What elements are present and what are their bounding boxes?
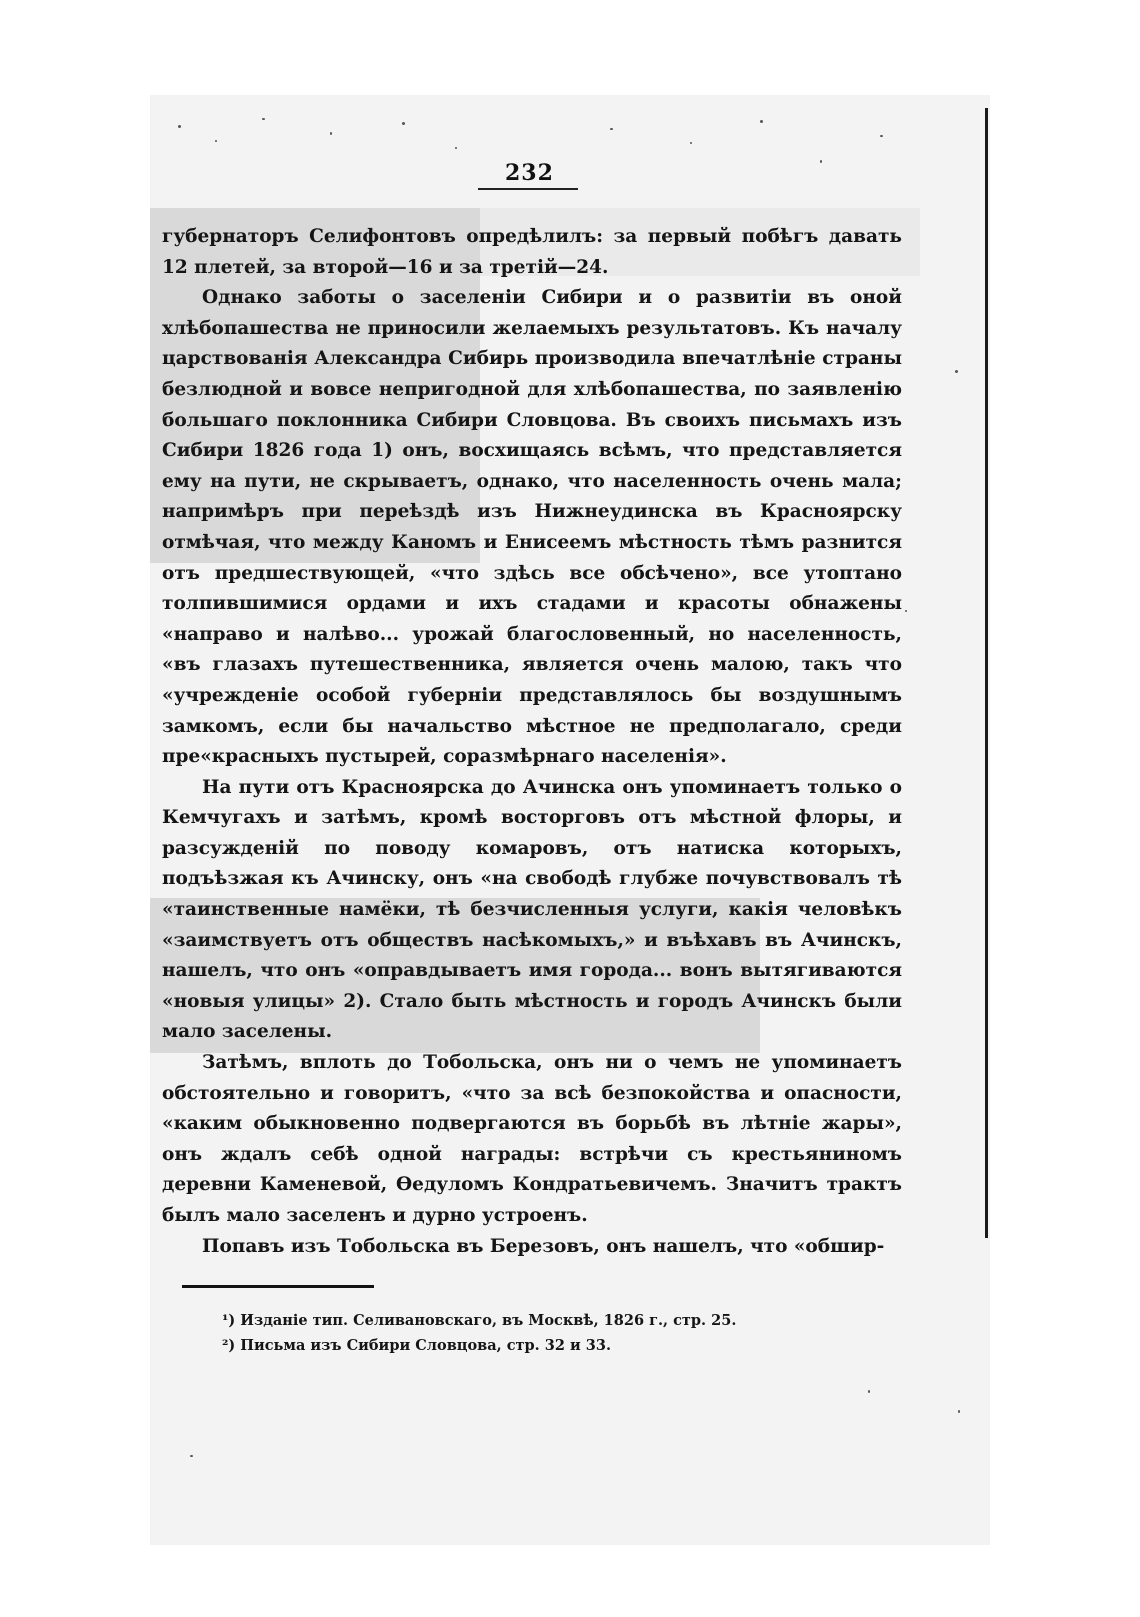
scan-speck: [610, 128, 613, 130]
footnotes: [222, 1308, 862, 1358]
scan-speck: [868, 1390, 870, 1393]
scan-speck: [760, 120, 763, 123]
scan-speck: [262, 118, 265, 120]
scan-speck: [402, 122, 405, 125]
paragraph: Однако заботы о заселеніи Сибири и о развитіи въ оной хлѣбопашества не приносили желаемыхъ результатовъ. Къ началу царствованія Александра Сибирь производила впечатлѣніе страны безлюдной и вовсе непригодной для хлѣбопашества, по заявленію большаго поклонника Сибири Словцова. Въ своихъ письмахъ изъ Сибири 1826 года 1) онъ, восхищаясь всѣмъ, что представляется ему на пути, не скрываетъ, однако, что населенность очень мала; напримѣръ при переѣздѣ изъ Нижнеудинска въ Красноярску отмѣчая, что между Каномъ и Енисеемъ мѣстность тѣмъ разнится отъ предшествующей, «что здѣсь все обсѣчено», все утоптано толпившимися ордами и ихъ стадами и красоты обнажены «направо и налѣво... урожай благословенный, но населенность, «въ глазахъ путешественника, является очень малою, такъ что «учрежденіе особой губерніи представлялось бы воздушнымъ замкомъ, если бы начальство мѣстное не предполагало, среди пре«красныхъ пустырей, соразмѣрнаго населенія».: [162, 287, 902, 768]
scan-speck: [905, 610, 907, 612]
paragraph: Попавъ изъ Тобольска въ Березовъ, онъ нашелъ, что «обшир-: [202, 1235, 885, 1257]
scan-speck: [880, 135, 883, 137]
scan-speck: [330, 132, 332, 135]
scan-speck: [958, 1410, 960, 1413]
binding-edge-rule: [985, 108, 988, 1238]
scan-speck: [190, 1455, 193, 1457]
scan-speck: [178, 125, 181, 128]
paragraph: губернаторъ Селифонтовъ опредѣлилъ: за первый побѣгъ давать 12 плетей, за второй—16 и за третій—24.: [162, 226, 902, 278]
paragraph: На пути отъ Красноярска до Ачинска онъ упоминаетъ только о Кемчугахъ и затѣмъ, кромѣ восторговъ отъ мѣстной флоры, и разсужденій по поводу комаровъ, отъ натиска которыхъ, подъѣзжая къ Ачинску, онъ «на свободѣ глубже почувствовалъ тѣ «таинственные намёки, тѣ безчисленныя услуги, какія человѣкъ «заимствуетъ отъ обществъ насѣкомыхъ,» и въѣхавъ въ Ачинскъ, нашелъ, что онъ «оправдываетъ имя города... вонъ вытягиваются «новыя улицы» 2). Стало быть мѣстность и городъ Ачинскъ были мало заселены.: [162, 776, 902, 1043]
scan-speck: [955, 370, 958, 373]
footnote-separator: [182, 1285, 374, 1288]
scan-speck: [455, 147, 457, 149]
body-text: [162, 222, 902, 1262]
scan-speck: [690, 142, 692, 144]
page-number: 232: [505, 160, 554, 186]
scan-speck: [820, 160, 822, 163]
page-number-underline: [478, 188, 578, 190]
footnote: ¹) Изданіе тип. Селивановскаго, въ Москвѣ, 1826 г., стр. 25.: [222, 1312, 737, 1329]
footnote: ²) Письма изъ Сибири Словцова, стр. 32 и 33.: [222, 1337, 612, 1354]
paragraph: Затѣмъ, вплоть до Тобольска, онъ ни о чемъ не упоминаетъ обстоятельно и говоритъ, «что за всѣ безпокойства и опасности, «каким обыкновенно подвергаются въ борьбѣ въ лѣтніе жары», онъ ждалъ себѣ одной награды: встрѣчи съ крестьяниномъ деревни Каменевой, Ѳедуломъ Кондратьевичемъ. Значитъ трактъ былъ мало заселенъ и дурно устроенъ.: [162, 1052, 902, 1226]
scan-speck: [215, 140, 217, 142]
